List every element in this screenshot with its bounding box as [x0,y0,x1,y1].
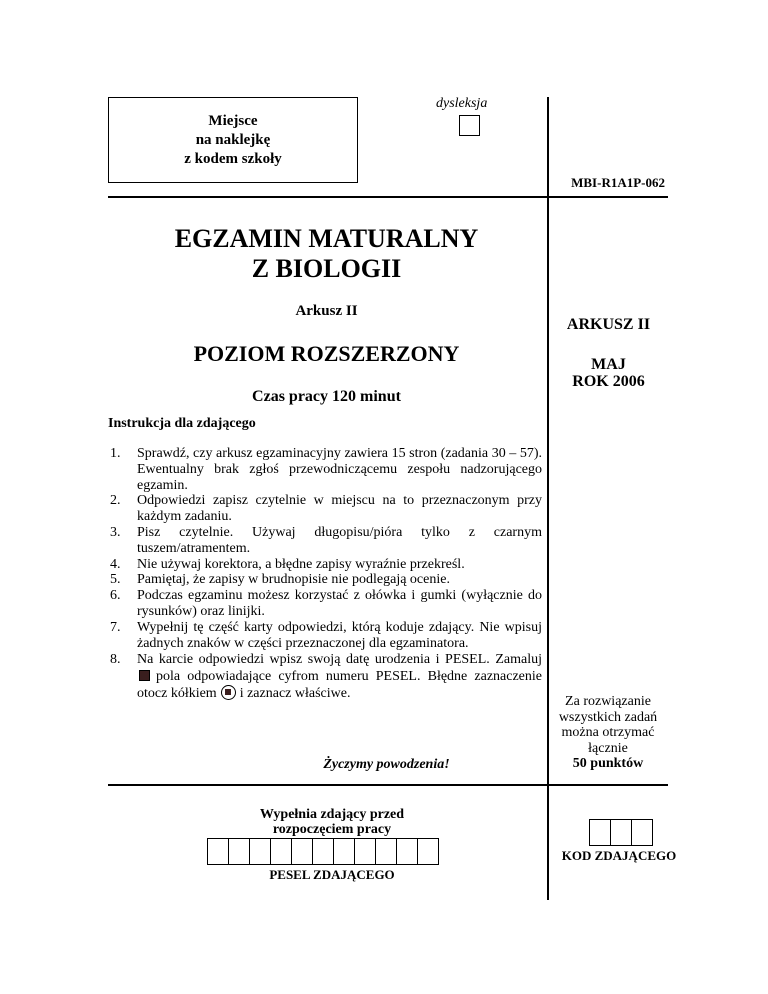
sticker-label: Miejsce na naklejkę z kodem szkoły [184,112,282,167]
pesel-label: PESEL ZDAJĄCEGO [269,867,395,882]
instruction-item [108,588,542,620]
pesel-digit-box[interactable] [207,838,229,865]
pesel-digit-box[interactable] [291,838,313,865]
pesel-digit-box[interactable] [396,838,418,865]
points-info-text: Za rozwiązanie wszystkich zadań można otrzymać łącznie [558,694,658,756]
exam-code: MBI-R1A1P-062 [571,175,665,190]
instruction-item [108,525,542,557]
pesel-digit-box[interactable] [375,838,397,865]
instruction-number: 6. [110,588,121,604]
vertical-divider [547,97,549,900]
kod-digit-box[interactable] [589,819,611,846]
instructions-title: Instrukcja dla zdającego [108,416,256,431]
instruction-item [108,446,542,493]
instruction-text: Odpowiedzi zapisz czytelnie w miejscu na to przeznaczonym przy każdym zadaniu. [137,493,542,525]
sheet-label: Arkusz II [295,303,358,319]
points-info [552,694,664,772]
wishes-text [108,757,545,773]
kod-label: KOD ZDAJĄCEGO [561,848,677,863]
pesel-digit-box[interactable] [270,838,292,865]
exam-title-line2: Z BIOLOGII [251,254,402,283]
right-month-label: MAJ [591,356,626,373]
right-sheet-label: ARKUSZ II [566,316,651,333]
level-label: POZIOM ROZSZERZONY [193,341,460,366]
dysleksja-checkbox[interactable] [459,115,480,136]
instruction-number: 5. [110,572,121,588]
school-sticker-box [108,97,358,183]
pesel-digit-box[interactable] [312,838,334,865]
instruction-number: 3. [110,524,121,540]
instruction-text: Sprawdź, czy arkusz egzaminacyjny zawiera 15 stron (zadania 30 – 57). Ewentualny brak zgłoś przewodniczącemu zespołu nadzorującego egzamin. [137,446,542,493]
instruction-text: Wypełnij tę część karty odpowiedzi, którą koduje zdający. Nie wpisuj żadnych znaków w części przeznaczonej dla egzaminatora. [137,619,542,651]
kod-digit-box[interactable] [610,819,632,846]
instruction-text: Na karcie odpowiedzi wpisz swoją datę urodzenia i PESEL. Zamaluj [137,652,542,668]
right-year-label: ROK 2006 [572,373,645,390]
instruction-number: 4. [110,556,121,572]
duration-label: Czas pracy 120 minut [252,388,401,405]
pesel-input-boxes [207,838,439,865]
instruction-text: Pisz czytelnie. Używaj długopisu/pióra tylko z czarnym tuszem/atramentem. [137,524,542,556]
kod-digit-box[interactable] [631,819,653,846]
top-divider [108,196,668,198]
wishes-label: Życzymy powodzenia! [323,757,450,772]
instruction-text: pola odpowiadające cyfrom numeru PESEL. Błędne zaznaczenie otocz kółkiem [137,669,542,702]
instruction-item [108,572,542,588]
pesel-digit-box[interactable] [249,838,271,865]
instruction-text: i zaznacz właściwe. [239,686,351,702]
pesel-digit-box[interactable] [354,838,376,865]
pesel-digit-box[interactable] [333,838,355,865]
kod-input-boxes [589,819,653,846]
filled-square-icon [139,670,150,681]
pesel-digit-box[interactable] [417,838,439,865]
instruction-number: 8. [110,652,121,668]
instruction-item [108,620,542,652]
instruction-number: 1. [110,446,121,461]
dysleksja-label: dysleksja [436,96,488,111]
exam-title-line1: EGZAMIN MATURALNY [174,224,479,253]
fill-instruction-label: Wypełnia zdający przed rozpoczęciem pracy [259,807,405,837]
instruction-item [108,493,542,525]
pesel-digit-box[interactable] [228,838,250,865]
instructions-list [108,446,542,702]
instruction-number: 7. [110,619,121,635]
instruction-text: Podczas egzaminu możesz korzystać z ołówka i gumki (wyłącznie do rysunków) oraz linijki. [137,588,542,619]
instruction-text: Pamiętaj, że zapisy w brudnopisie nie podlegają ocenie. [137,572,450,588]
instruction-text: Nie używaj korektora, a błędne zapisy wyraźnie przekreśl. [137,556,465,572]
instruction-item [108,557,542,573]
instruction-item [108,651,542,702]
instruction-number: 2. [110,493,121,509]
points-total: 50 punktów [572,756,644,771]
circled-square-icon [221,685,236,700]
bottom-divider [108,784,668,786]
